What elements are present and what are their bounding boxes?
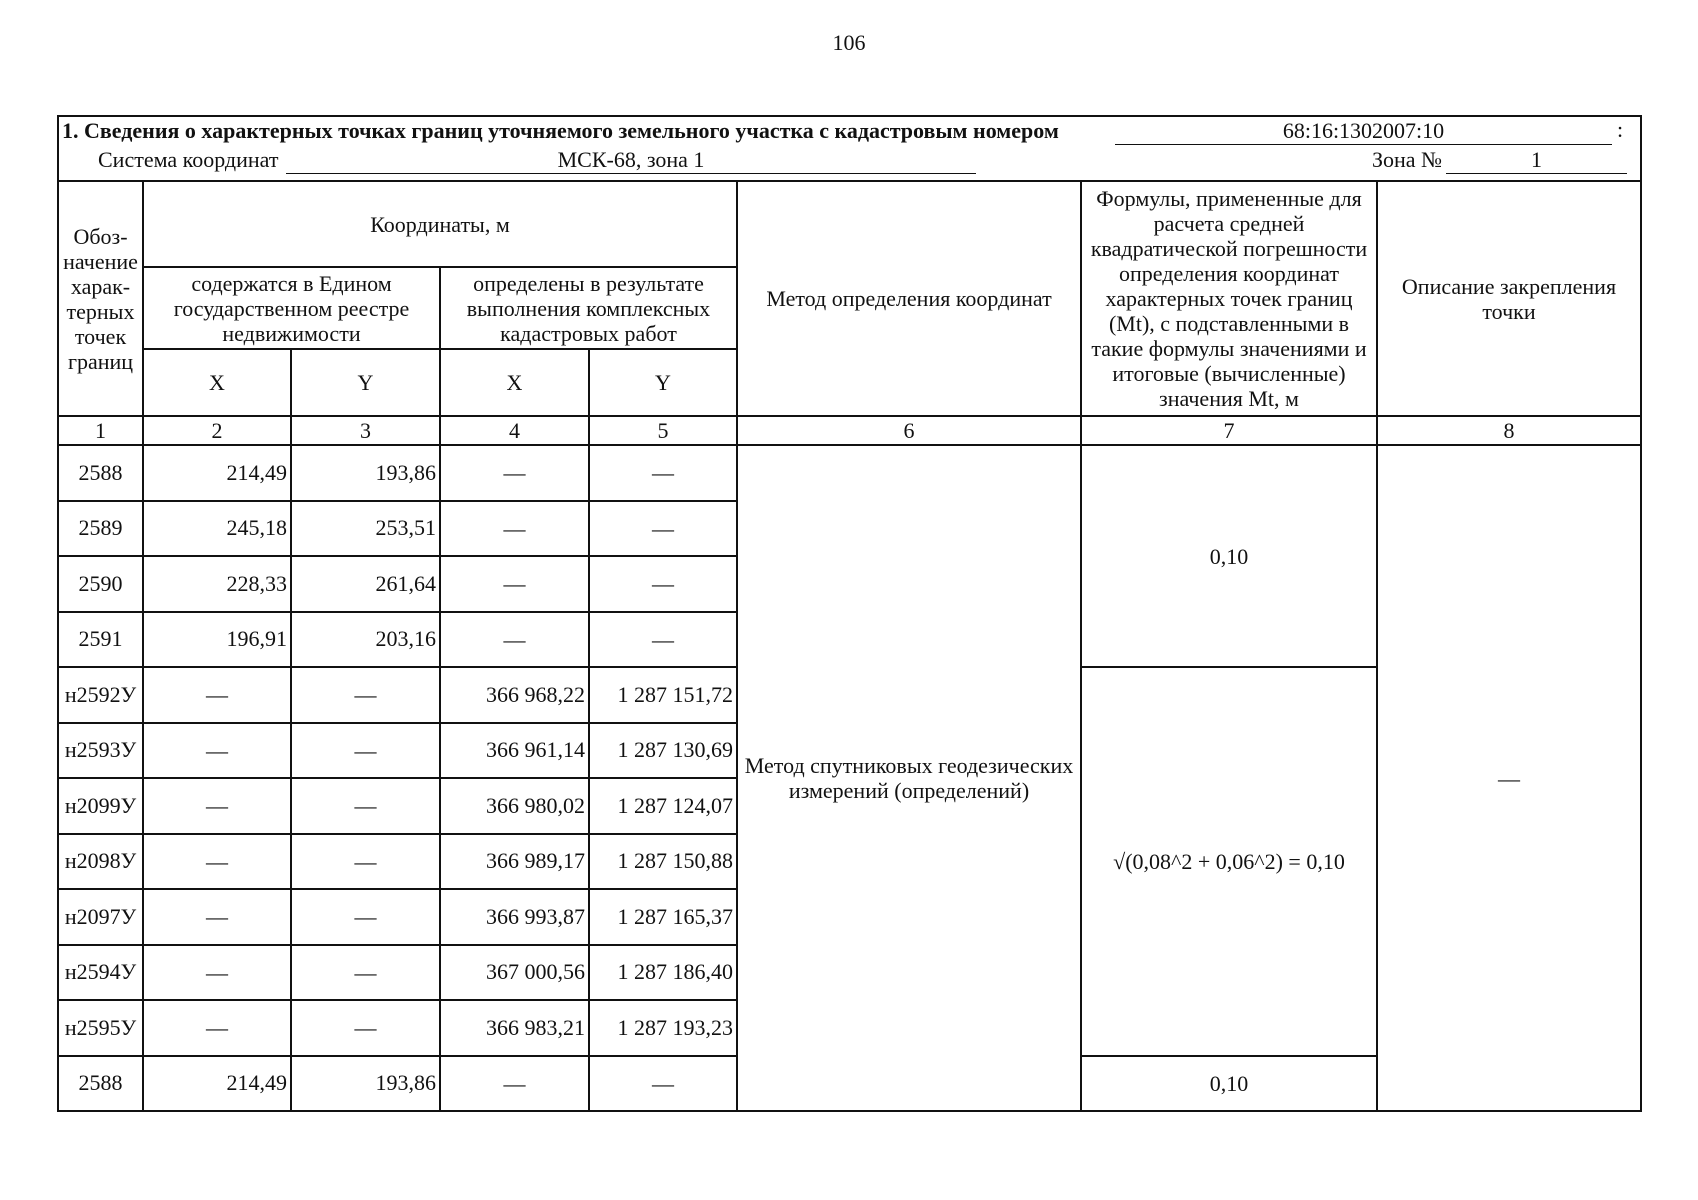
y-egrn-cell: 253,51: [291, 501, 440, 557]
point-id-cell: н2593У: [58, 723, 143, 779]
y-kkr-cell: —: [589, 501, 737, 557]
header-y-egrn: Y: [291, 349, 440, 416]
form-heading: [59, 117, 1640, 180]
y-egrn-cell: —: [291, 945, 440, 1001]
y-egrn-cell: 193,86: [291, 1056, 440, 1112]
point-id-cell: 2588: [58, 445, 143, 501]
y-kkr-cell: —: [589, 556, 737, 612]
method-value-cell: Метод спутниковых геодезических измерений (определений): [737, 445, 1081, 1111]
y-egrn-cell: —: [291, 778, 440, 834]
mt-value-cell: 0,10: [1081, 445, 1377, 667]
y-egrn-cell: 193,86: [291, 445, 440, 501]
coordinate-system-label: Система координат: [98, 147, 279, 172]
x-kkr-cell: —: [440, 445, 589, 501]
x-egrn-cell: 214,49: [143, 445, 291, 501]
mt-value-cell: 0,10: [1081, 1056, 1377, 1112]
table-body: [58, 116, 1641, 1111]
point-id-cell: 2589: [58, 501, 143, 557]
x-egrn-cell: —: [143, 723, 291, 779]
y-kkr-cell: 1 287 186,40: [589, 945, 737, 1001]
point-id-cell: н2098У: [58, 834, 143, 890]
header-y-kkr: Y: [589, 349, 737, 416]
x-kkr-cell: —: [440, 612, 589, 668]
column-number: 5: [589, 416, 737, 445]
y-kkr-cell: —: [589, 445, 737, 501]
x-kkr-cell: 366 980,02: [440, 778, 589, 834]
header-method: Метод определения координат: [737, 181, 1081, 416]
point-id-cell: 2591: [58, 612, 143, 668]
y-kkr-cell: —: [589, 1056, 737, 1112]
header-in-egrn: содержатся в Едином государственном реестре недвижимости: [143, 267, 440, 349]
page-number: 106: [832, 30, 866, 55]
x-kkr-cell: —: [440, 501, 589, 557]
header-coordinates: Координаты, м: [143, 181, 737, 267]
coordinate-system-field: МСК-68, зона 1: [286, 147, 976, 174]
point-id-cell: н2594У: [58, 945, 143, 1001]
x-kkr-cell: 366 961,14: [440, 723, 589, 779]
x-egrn-cell: 214,49: [143, 1056, 291, 1112]
form-title: 1. Сведения о характерных точках границ уточняемого земельного участка с кадастровым номером: [62, 118, 1059, 143]
y-kkr-cell: 1 287 193,23: [589, 1000, 737, 1056]
column-number: 1: [58, 416, 143, 445]
y-egrn-cell: —: [291, 667, 440, 723]
y-egrn-cell: —: [291, 834, 440, 890]
x-kkr-cell: 366 983,21: [440, 1000, 589, 1056]
x-egrn-cell: —: [143, 834, 291, 890]
point-id-cell: н2595У: [58, 1000, 143, 1056]
column-number: 2: [143, 416, 291, 445]
column-number: 4: [440, 416, 589, 445]
description-value-cell: —: [1377, 445, 1641, 1111]
column-number: 8: [1377, 416, 1641, 445]
x-egrn-cell: —: [143, 945, 291, 1001]
x-kkr-cell: —: [440, 556, 589, 612]
zone-field: 1: [1446, 147, 1627, 174]
y-kkr-cell: 1 287 124,07: [589, 778, 737, 834]
point-id-cell: н2099У: [58, 778, 143, 834]
column-number: 6: [737, 416, 1081, 445]
point-id-cell: н2592У: [58, 667, 143, 723]
x-kkr-cell: 367 000,56: [440, 945, 589, 1001]
header-from-kkr: определены в результате выполнения комплексных кадастровых работ: [440, 267, 737, 349]
column-number: 7: [1081, 416, 1377, 445]
x-egrn-cell: —: [143, 889, 291, 945]
column-number: 3: [291, 416, 440, 445]
mt-value-cell: √(0,08^2 + 0,06^2) = 0,10: [1081, 667, 1377, 1056]
x-kkr-cell: —: [440, 1056, 589, 1112]
point-id-cell: 2588: [58, 1056, 143, 1112]
x-kkr-cell: 366 989,17: [440, 834, 589, 890]
point-id-cell: 2590: [58, 556, 143, 612]
header-formulas: Формулы, примененные для расчета средней квадратической погрешности определения координат характерных точек границ (Mt), с подставленными в такие формулы значениями и итоговые (вычисленные) значения Mt, м: [1081, 181, 1377, 416]
form-title-cell: [58, 116, 1641, 181]
y-kkr-cell: 1 287 130,69: [589, 723, 737, 779]
cadastral-number-field: 68:16:1302007:10: [1115, 118, 1612, 145]
y-egrn-cell: —: [291, 723, 440, 779]
y-kkr-cell: —: [589, 612, 737, 668]
zone-label: Зона №: [1372, 147, 1443, 172]
y-kkr-cell: 1 287 151,72: [589, 667, 737, 723]
x-egrn-cell: —: [143, 778, 291, 834]
y-egrn-cell: —: [291, 1000, 440, 1056]
boundary-points-table: [57, 115, 1642, 1112]
x-egrn-cell: 196,91: [143, 612, 291, 668]
x-egrn-cell: —: [143, 1000, 291, 1056]
header-description: Описание закрепления точки: [1377, 181, 1641, 416]
header-x-kkr: X: [440, 349, 589, 416]
x-egrn-cell: 228,33: [143, 556, 291, 612]
x-egrn-cell: 245,18: [143, 501, 291, 557]
form-title-row: [58, 116, 1641, 181]
x-kkr-cell: 366 968,22: [440, 667, 589, 723]
header-designation: Обоз- начение харак- терных точек границ: [58, 181, 143, 416]
y-egrn-cell: —: [291, 889, 440, 945]
table-row: [58, 445, 1641, 501]
column-numbers-row: [58, 416, 1641, 445]
x-kkr-cell: 366 993,87: [440, 889, 589, 945]
header-x-egrn: X: [143, 349, 291, 416]
point-id-cell: н2097У: [58, 889, 143, 945]
y-egrn-cell: 203,16: [291, 612, 440, 668]
header-row: [58, 181, 1641, 267]
y-kkr-cell: 1 287 165,37: [589, 889, 737, 945]
y-kkr-cell: 1 287 150,88: [589, 834, 737, 890]
y-egrn-cell: 261,64: [291, 556, 440, 612]
x-egrn-cell: —: [143, 667, 291, 723]
cadastral-number-colon: :: [1617, 117, 1624, 142]
